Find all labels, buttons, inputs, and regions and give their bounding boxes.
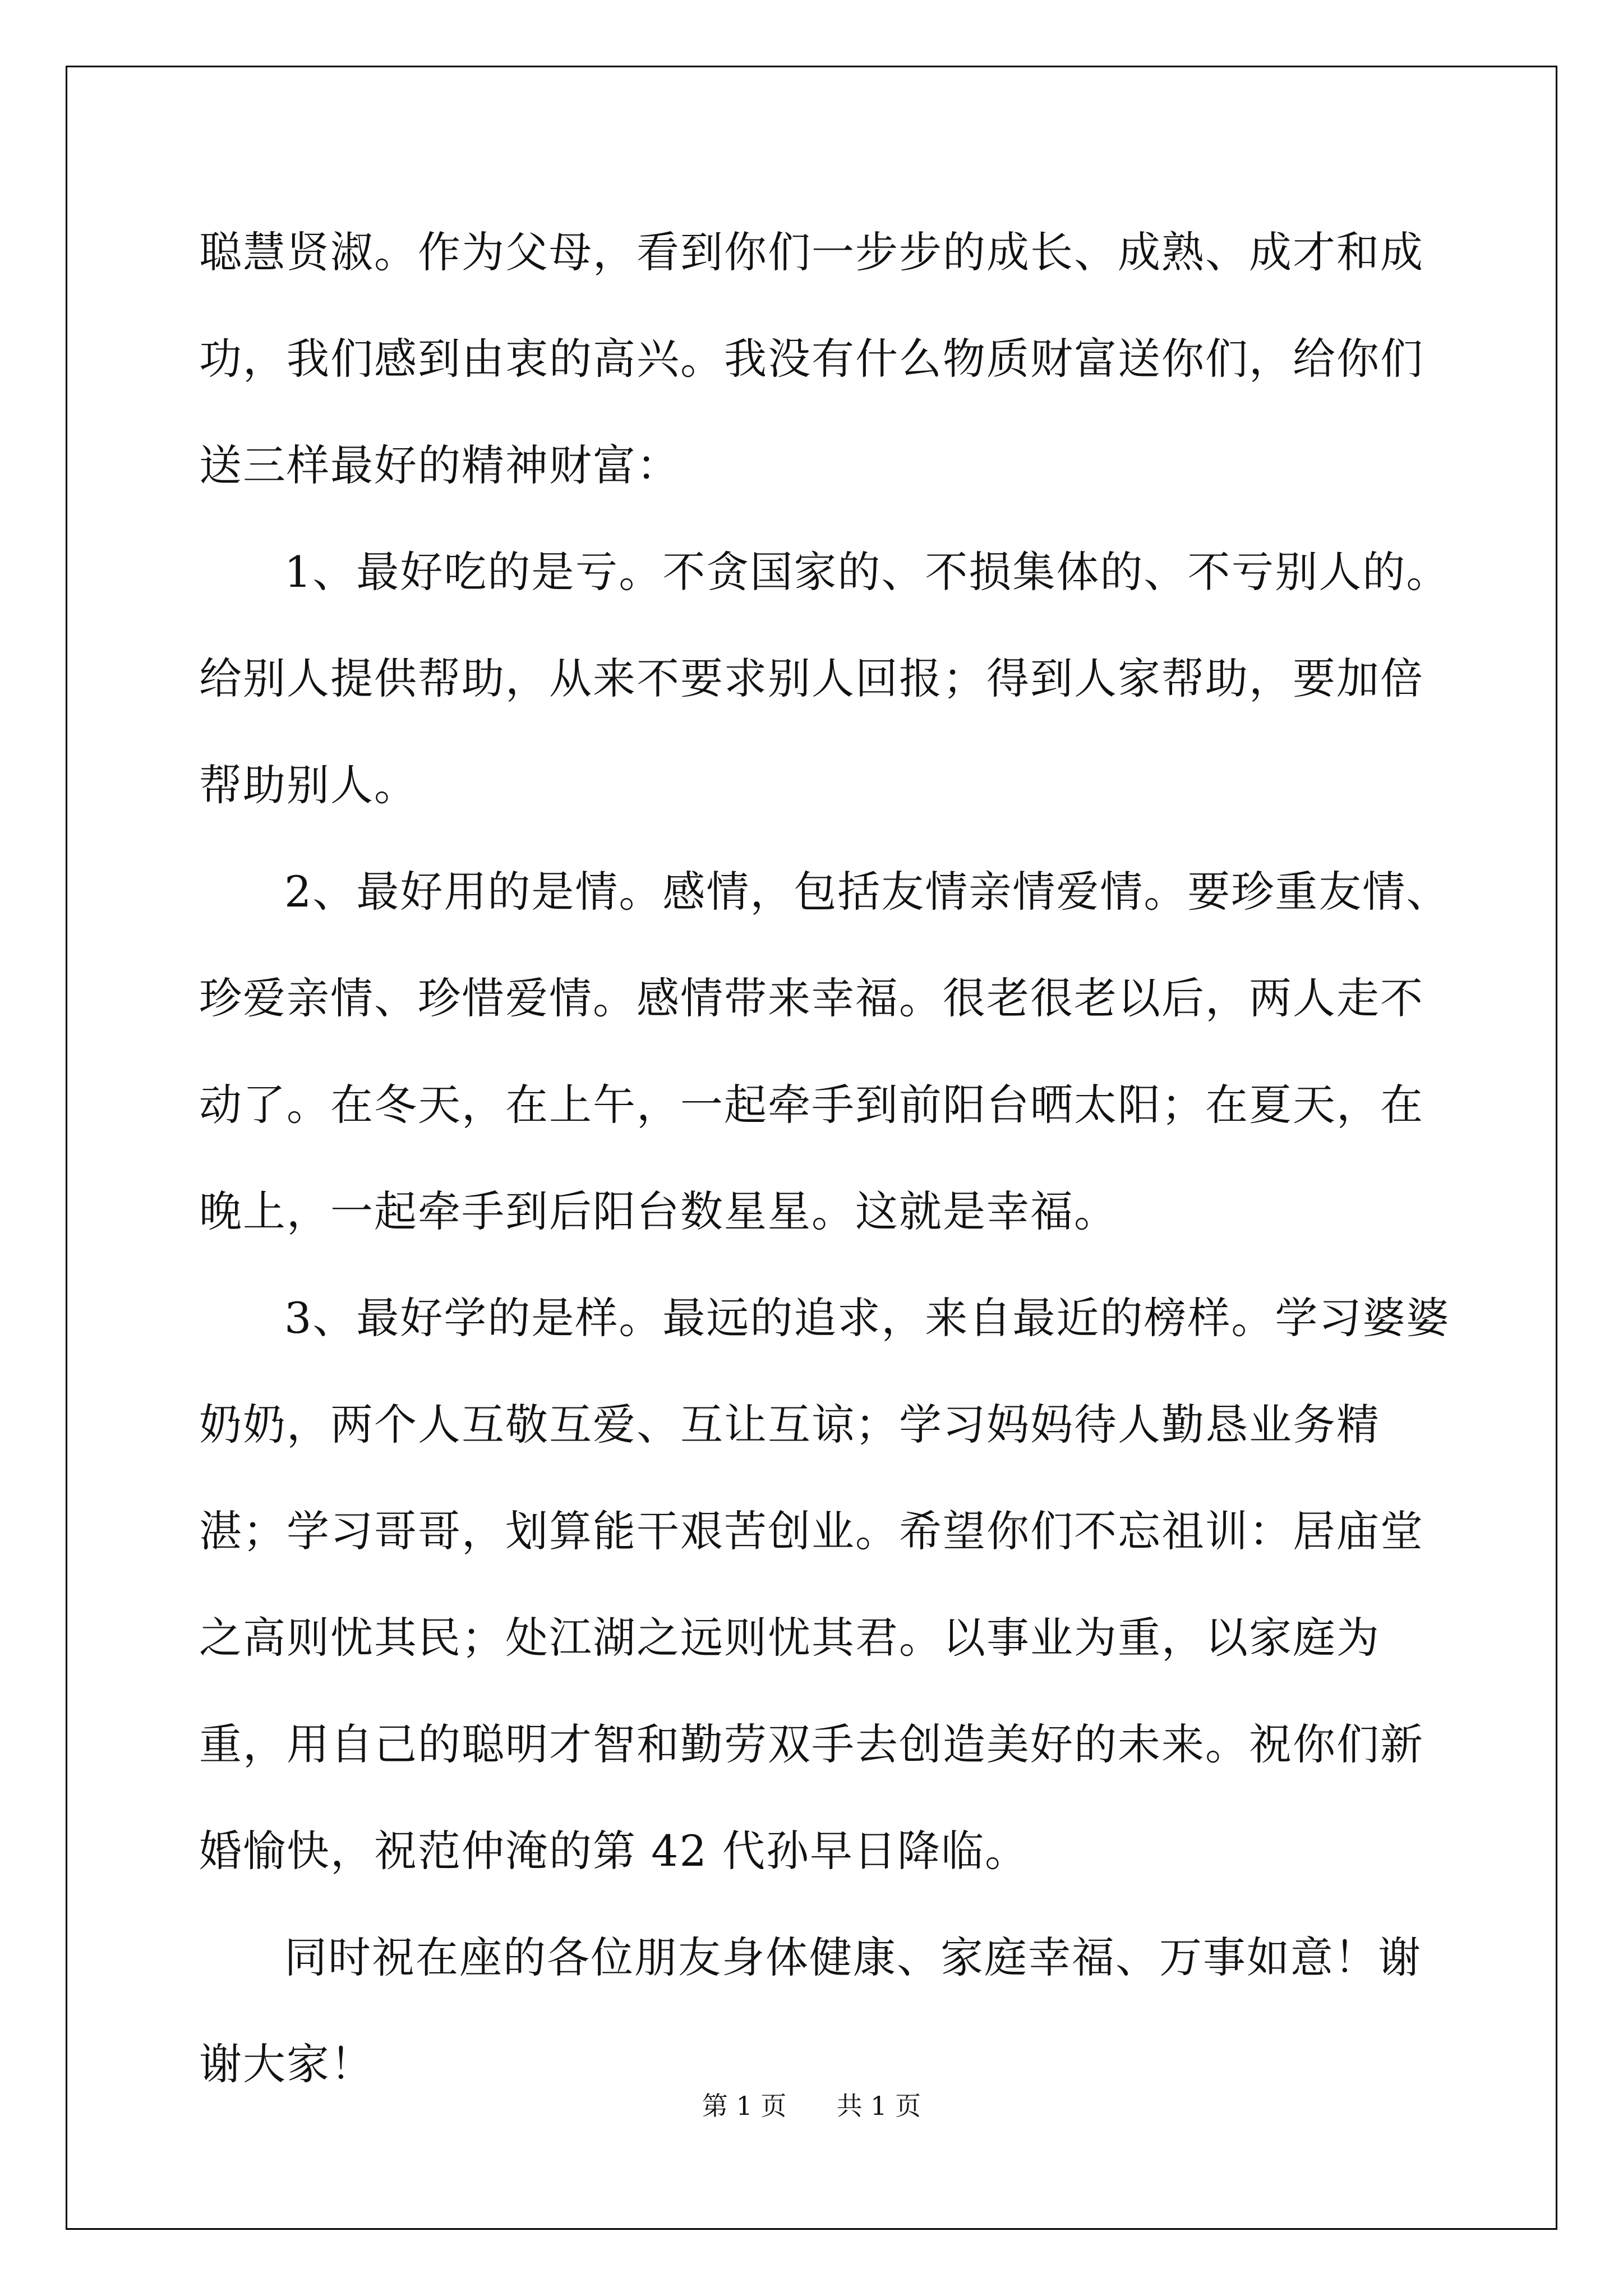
paragraph-point-1: 1、最好吃的是亏。不贪国家的、不损集体的、不亏别人的。给别人提供帮助，从来不要求别人回报；得到人家帮助，要加倍帮助别人。 (199, 547, 1450, 810)
paragraph-point-3: 3、最好学的是样。最远的追求，来自最近的榜样。学习婆婆奶奶，两个人互敬互爱、互让互谅；学习妈妈待人勤恳业务精湛；学习哥哥，划算能干艰苦创业。希望你们不忘祖训：居庙堂之高则忧其民；处江湖之远则忧其君。以事业为重，以家庭为重，用自己的聪明才智和勤劳双手去创造美好的未来。祝你们新婚愉快，祝范仲淹的第 42 代孙早日降临。 (199, 1293, 1450, 1876)
page-footer (0, 2086, 1623, 2123)
paragraph-point-2: 2、最好用的是情。感情，包括友情亲情爱情。要珍重友情、珍爱亲情、珍惜爱情。感情带来幸福。很老很老以后，两人走不动了。在冬天，在上午，一起牵手到前阳台晒太阳；在夏天，在晚上，一起牵手到后阳台数星星。这就是幸福。 (199, 867, 1450, 1236)
paragraph-closing: 同时祝在座的各位朋友身体健康、家庭幸福、万事如意！谢谢大家！ (199, 1932, 1422, 2089)
page-number: 第 1 页 (702, 2091, 787, 2121)
document-body (199, 199, 1455, 2118)
page-total: 共 1 页 (836, 2091, 921, 2121)
paragraph-intro: 聪慧贤淑。作为父母，看到你们一步步的成长、成熟、成才和成功，我们感到由衷的高兴。我没有什么物质财富送你们，给你们送三样最好的精神财富： (199, 227, 1424, 490)
